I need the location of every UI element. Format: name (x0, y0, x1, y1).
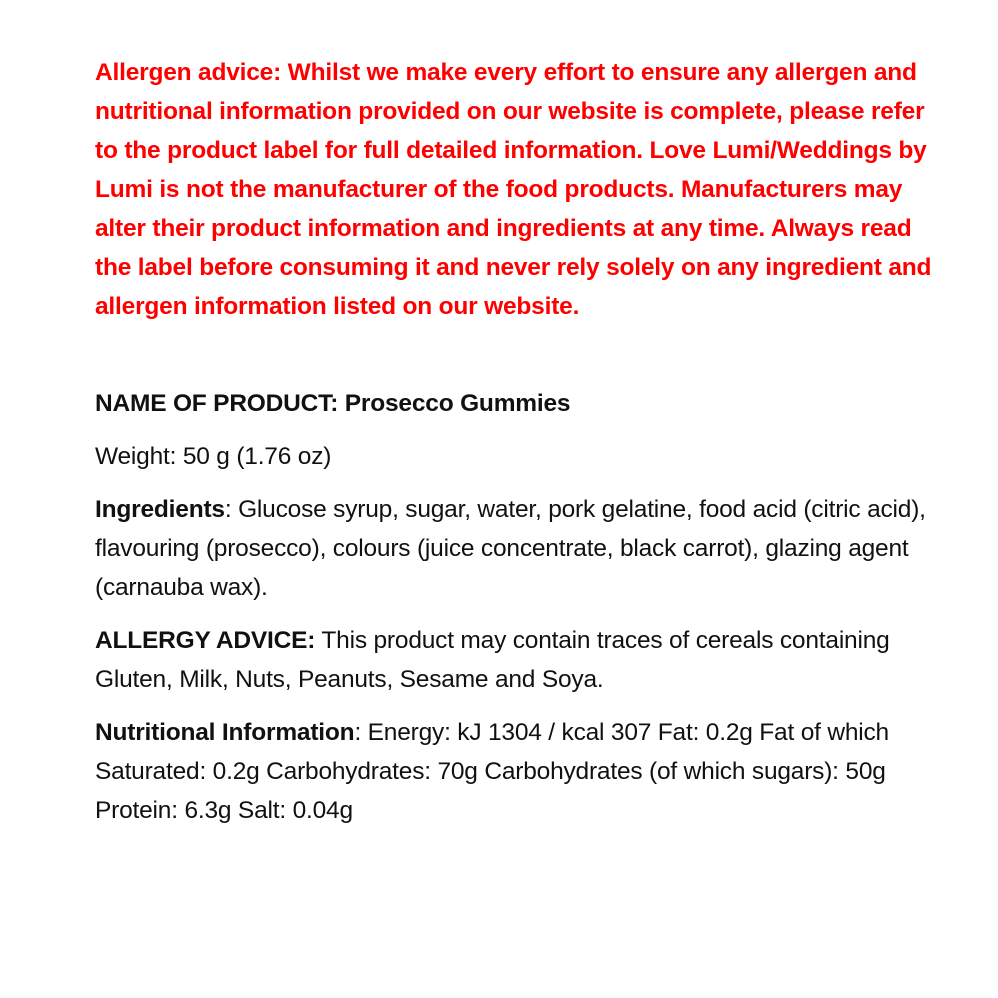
allergy-advice-label: ALLERGY ADVICE: (95, 627, 316, 654)
ingredients-label: Ingredients (95, 496, 225, 523)
ingredients-section (95, 490, 945, 607)
ingredients-text: : Glucose syrup, sugar, water, pork gelatine, food acid (citric acid), flavouring (prosecco), colours (juice concentrate, black carrot), glazing agent (carnauba wax). (95, 496, 926, 601)
nutrition-section (95, 713, 945, 830)
product-info-page (95, 53, 945, 844)
nutrition-text: : Energy: kJ 1304 / kcal 307 Fat: 0.2g Fat of which Saturated: 0.2g Carbohydrates: 70g Carbohydrates (of which sugars): 50g Protein: 6.3g Salt: 0.04g (95, 719, 889, 824)
product-weight: Weight: 50 g (1.76 oz) (95, 443, 332, 470)
allergen-advice-notice: Allergen advice: Whilst we make every effort to ensure any allergen and nutritional information provided on our website is complete, please refer to the product label for full detailed information. Love Lumi/Weddings by Lumi is not the manufacturer of the food products. Manufacturers may alter their product information and ingredients at any time. Always read the label before consuming it and never rely solely on any ingredient and allergen information listed on our website. (95, 59, 932, 320)
allergy-advice-text: This product may contain traces of cereals containing Gluten, Milk, Nuts, Peanuts, Sesame and Soya. (95, 627, 890, 693)
allergy-advice-section (95, 621, 945, 699)
product-name: NAME OF PRODUCT: Prosecco Gummies (95, 390, 571, 417)
product-details (95, 384, 945, 830)
nutrition-label: Nutritional Information (95, 719, 355, 746)
